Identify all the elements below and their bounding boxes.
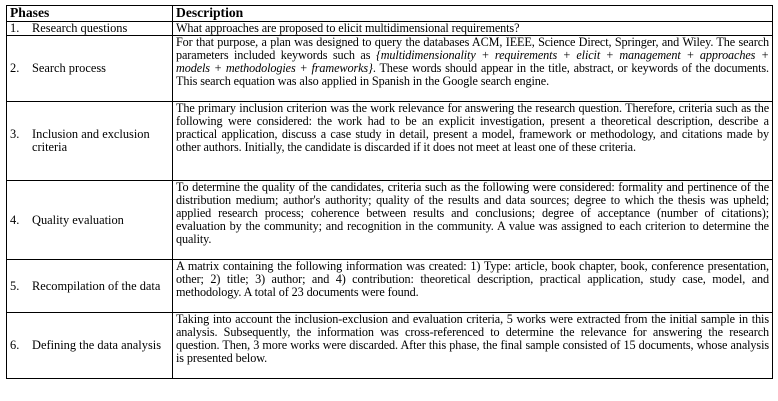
phases-table (6, 5, 773, 379)
description-cell (173, 102, 773, 181)
table-row (7, 260, 773, 313)
phase-name: Research questions (32, 21, 128, 35)
phase-name: Defining the data analysis (32, 338, 162, 353)
phase-cell (7, 22, 173, 36)
description-cell (173, 260, 773, 313)
phase-name: Recompilation of the data (32, 278, 161, 293)
table-row (7, 22, 773, 36)
header-description: Description (173, 6, 773, 22)
phase-number: 4. (10, 212, 20, 227)
description-cell (173, 22, 773, 36)
phase-cell (7, 102, 173, 181)
description-text: The primary inclusion criterion was the work relevance for answering the research question. Therefore, criteria such as the following were considered: the work had to be an explicit investigation, present a theoretical description, describe a practical application, discuss a case study in detail, present a model, framework or methodology, and citations made by other authors. Initially, the candidate is discarded if it does not meet at least one of these criteria. (176, 101, 769, 155)
description-cell (173, 181, 773, 260)
phase-number: 3. (10, 127, 20, 141)
phase-number: 6. (10, 338, 20, 353)
description-text: A matrix containing the following information was created: 1) Type: article, book chapter, book, conference presentation, other; 2) title; 3) author; and 4) contribution: theoretical description, practical application, study case, model, and methodology. A total of 23 documents were found. (176, 259, 769, 300)
phase-cell (7, 181, 173, 260)
description-cell (173, 36, 773, 102)
description-text: . These words should appear in the title, abstract, or keywords of the documents. This search equation was also applied in Spanish in the Google search engine. (176, 61, 770, 89)
description-cell (173, 313, 773, 379)
phase-number: 5. (10, 278, 20, 293)
phase-number: 1. (10, 21, 20, 35)
table-row (7, 102, 773, 181)
table-row (7, 181, 773, 260)
phase-cell (7, 36, 173, 102)
search-equation: {multidimensionality + requirements + elicit + management + approaches + models + methodologies + frameworks} (176, 48, 769, 76)
phase-name: Inclusion and exclusion criteria (32, 127, 150, 155)
phase-number: 2. (10, 61, 20, 76)
table-header-row (7, 6, 773, 22)
phase-cell (7, 260, 173, 313)
phase-name: Quality evaluation (32, 212, 124, 227)
table-row (7, 313, 773, 379)
phase-name: Search process (32, 61, 106, 76)
phase-cell (7, 313, 173, 379)
header-phases: Phases (7, 6, 173, 22)
description-text: Taking into account the inclusion-exclusion and evaluation criteria, 5 works were extracted from the initial sample in this analysis. Subsequently, the information was cross-referenced to determine the relevance for answering the research question. Then, 3 more works were discarded. After this phase, the final sample consisted of 15 documents, whose analysis is presented below. (176, 312, 769, 366)
description-text: What approaches are proposed to elicit multidimensional requirements? (176, 21, 520, 35)
description-text: For that purpose, a plan was designed to query the databases ACM, IEEE, Science Direct, Springer, and Wiley. The search parameters included keywords such as (176, 35, 769, 63)
description-text: To determine the quality of the candidates, criteria such as the following were considered: formality and pertinence of the distribution medium; author's authority; quality of the results and data sources; degree to which the thesis was upheld; applied research process; coherence between results and conclusions; degree of acceptance (number of citations); evaluation by the community; and recognition in the community. A value was assigned to each criterion to determine the quality. (176, 180, 769, 247)
table-row (7, 36, 773, 102)
